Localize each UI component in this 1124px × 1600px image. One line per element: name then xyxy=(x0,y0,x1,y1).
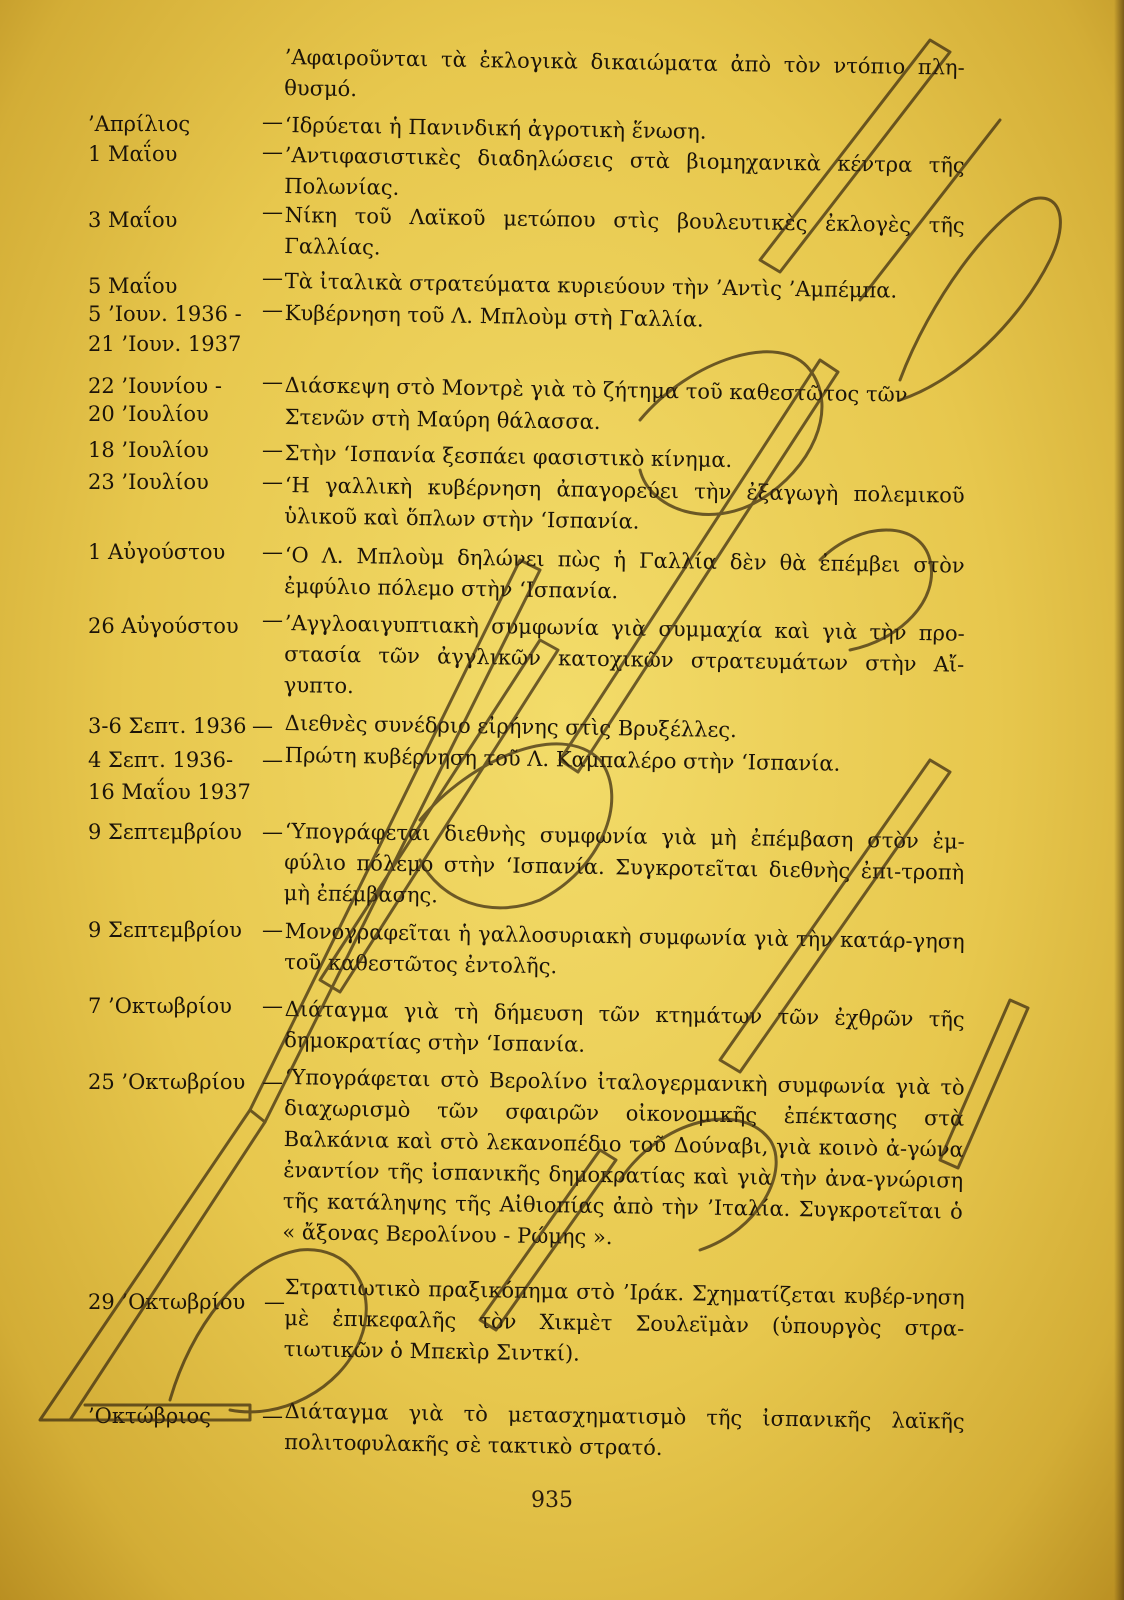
entry-text: ‘Ο Λ. Μπλοὺμ δηλώνει πὼς ἡ Γαλλία δὲν θὰ ἐπέμβει στὸν ἐμφύλιο πόλεμο στὴν ‘Ισπανία. xyxy=(284,542,965,604)
entry-dash: — xyxy=(262,820,283,844)
entry-date: 1 Μαΐου xyxy=(88,142,178,166)
entry-date: 9 Σεπτεμβρίου xyxy=(88,820,242,844)
entry-date: 29 ’Οκτωβρίου xyxy=(88,1290,246,1314)
entry-dash: — xyxy=(252,714,273,738)
entry-dash: — xyxy=(264,1290,285,1314)
entry-dash: — xyxy=(262,298,283,322)
entry-date: 9 Σεπτεμβρίου xyxy=(88,918,242,942)
entry-text: Στρατιωτικὸ πραξικόπημα στὸ ’Ιράκ. Σχηματίζεται κυβέρ-νηση μὲ ἐπικεφαλῆς τὸν Χικμὲτ Σουλεϊμὰν (ὑπουργὸς στρα-τιωτικῶν ὁ Μπεκὶρ Σιντκί). xyxy=(283,1274,965,1366)
entry-date: 21 ’Ιουν. 1937 xyxy=(88,332,242,356)
entry-date: 5 ’Ιουν. 1936 - xyxy=(88,302,242,326)
entry-dash: — xyxy=(262,608,283,632)
entry-text: Διάσκεψη στὸ Μοντρὲ γιὰ τὸ ζήτημα τοῦ καθεστῶτος τῶν xyxy=(284,372,908,407)
entry-text: ’Αγγλοαιγυπτιακὴ συμφωνία γιὰ συμμαχία καὶ γιὰ τὴν προ-στασία τῶν ἀγγλικῶν κατοχικῶν στρατευμάτων στὴν Αἴ-γυπτο. xyxy=(283,610,965,699)
entry-date: 5 Μαΐου xyxy=(88,274,178,298)
entry-dash: — xyxy=(262,994,283,1018)
entry-dash: — xyxy=(262,438,283,462)
entry-date: 18 ’Ιουλίου xyxy=(88,438,209,462)
entry-text: Κυβέρνηση τοῦ Λ. Μπλοὺμ στὴ Γαλλία. xyxy=(284,300,704,332)
page-edge-shadow xyxy=(1114,0,1124,1600)
entry-date: 16 Μαΐου 1937 xyxy=(88,780,251,804)
entry-date: ’Απρίλιος xyxy=(88,112,191,136)
entry-text: Νίκη τοῦ Λαϊκοῦ μετώπου στὶς βουλευτικὲς ἐκλογὲς τῆς Γαλλίας. xyxy=(284,202,965,260)
entry-text: ‘Ιδρύεται ἡ Πανινδική ἀγροτικὴ ἕνωση. xyxy=(284,112,707,144)
entry-date: 22 ’Ιουνίου - xyxy=(88,374,222,398)
entry-dash: — xyxy=(262,110,283,134)
entry-date: 20 ’Ιουλίου xyxy=(88,402,209,426)
entry-text: Διάταγμα γιὰ τὴ δήμευση τῶν κτημάτων τῶν ἐχθρῶν τῆς δημοκρατίας στὴν ‘Ισπανία. xyxy=(284,996,965,1057)
entry-text: Στὴν ‘Ισπανία ξεσπάει φασιστικὸ κίνημα. xyxy=(284,440,733,473)
entry-text: Μονογραφεῖται ἡ γαλλοσυριακὴ συμφωνία γιὰ τὴν κατάρ-γηση τοῦ καθεστῶτος ἐντολῆς. xyxy=(284,918,965,979)
entry-text: ‘Υπογράφεται στὸ Βερολίνο ἰταλογερμανικὴ συμφωνία γιὰ τὸ διαχωρισμὸ τῶν σφαιρῶν οἰκονομικῆς ἐπέκτασης στὰ Βαλκάνια καὶ στὸ λεκανοπέδιο τοῦ Δούναβι, γιὰ κοινὸ ἀ-γώνα ἐναντίον τῆς ἰσπανικῆς δημοκρατίας καὶ γιὰ τὴν ἀνα-γνώριση τῆς κατάληψης τῆς Αἰθιοπίας ἀπὸ τὴν ’Ιταλία. Συγκροτεῖται ὁ « ἄξονας Βερολίνου - Ρώμης ». xyxy=(282,1064,965,1250)
entry-date: 25 ’Οκτωβρίου xyxy=(88,1070,246,1094)
entry-text: Στενῶν στὴ Μαύρη θάλασσα. xyxy=(284,404,601,434)
entry-dash: — xyxy=(262,140,283,164)
entry-dash: — xyxy=(262,748,283,772)
entry-dash: — xyxy=(262,266,283,290)
entry-text: Πρώτη κυβέρνηση τοῦ Λ. Καμπαλέρο στὴν ‘Ισπανία. xyxy=(284,742,841,776)
entry-date: 3 Μαΐου xyxy=(88,208,178,232)
entry-dash: — xyxy=(262,200,283,224)
page-number: 935 xyxy=(531,1488,573,1513)
entry-dash: — xyxy=(262,1404,283,1428)
entry-dash: — xyxy=(262,918,283,942)
entry-text: ’Αφαιροῦνται τὰ ἐκλογικὰ δικαιώματα ἀπὸ τὸν ντόπιο πλη-θυσμό. xyxy=(284,44,965,102)
entry-date: 7 ’Οκτωβρίου xyxy=(88,994,232,1018)
entry-text: Τὰ ἰταλικὰ στρατεύματα κυριεύουν τὴν ’Αντὶς ’Αμπέμπα. xyxy=(284,268,898,303)
entry-text: Διεθνὲς συνέδριο εἰρήνης στὶς Βρυξέλλες. xyxy=(284,710,737,743)
entry-date: 23 ’Ιουλίου xyxy=(88,470,209,494)
entry-date: 3-6 Σεπτ. 1936 xyxy=(88,714,247,738)
entry-dash: — xyxy=(262,370,283,394)
entry-dash: — xyxy=(262,540,283,564)
entry-date: 1 Αὐγούστου xyxy=(88,540,226,564)
entry-date: 4 Σεπτ. 1936- xyxy=(88,748,234,772)
entry-date: 26 Αὐγούστου xyxy=(88,614,239,638)
entry-dash: — xyxy=(262,470,283,494)
entry-date: ’Οκτώβριος xyxy=(88,1404,211,1428)
entry-text: ‘Υπογράφεται διεθνὴς συμφωνία γιὰ μὴ ἐπέμβαση στὸν ἐμ-φύλιο πόλεμο στὴν ‘Ισπανία. Συγκροτεῖται διεθνὴς ἐπι-τροπὴ μὴ ἐπέμβασης. xyxy=(283,818,965,908)
entry-text: Διάταγμα γιὰ τὸ μετασχηματισμὸ τῆς ἰσπανικῆς λαϊκῆς πολιτοφυλακῆς σὲ τακτικὸ στρατό. xyxy=(284,1398,965,1460)
entry-dash: — xyxy=(262,1070,283,1094)
entry-text: ’Αντιφασιστικὲς διαδηλώσεις στὰ βιομηχανικὰ κέντρα τῆς Πολωνίας. xyxy=(284,142,965,200)
entry-text: ‘Η γαλλικὴ κυβέρνηση ἀπαγορεύει τὴν ἐξαγωγὴ πολεμικοῦ ὑλικοῦ καὶ ὅπλων στὴν ‘Ισπανία. xyxy=(284,472,965,534)
